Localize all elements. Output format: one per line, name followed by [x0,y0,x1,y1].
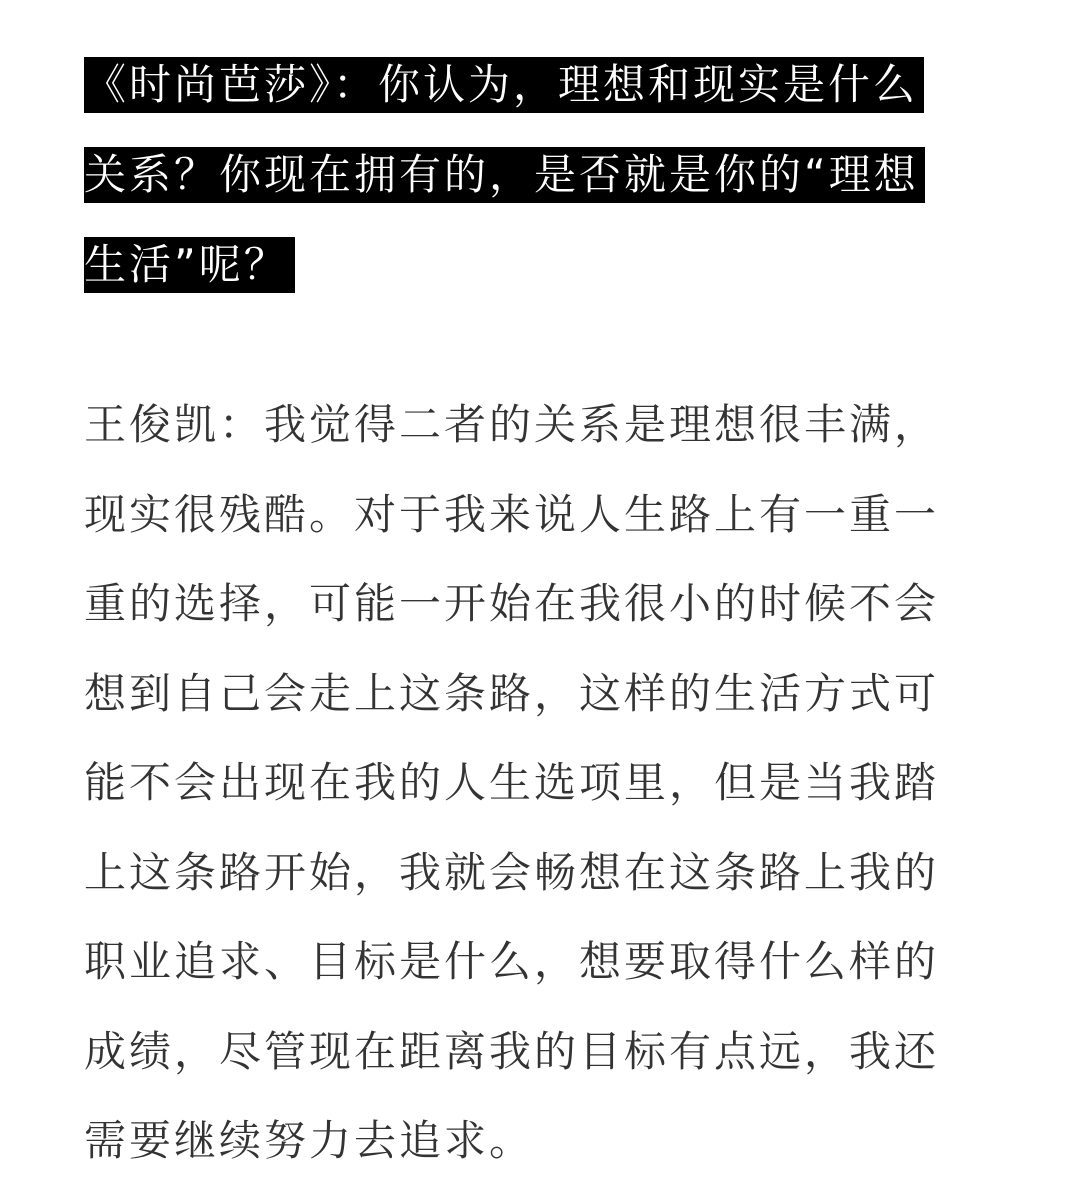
interview-answer [84,380,939,1186]
answer-line: 能不会出现在我的人生选项里，但是当我踏 [84,758,940,807]
answer-line: 王俊凯：我觉得二者的关系是理想很丰满， [84,400,940,449]
question-line [84,220,996,310]
answer-line: 想到自己会走上这条路，这样的生活方式可 [84,668,940,718]
answer-line: 现实很残酷。对于我来说人生路上有一重一 [84,489,940,539]
question-line [84,130,996,220]
question-line [84,40,996,130]
answer-line: 上这条路开始，我就会畅想在这条路上我的 [84,847,940,897]
answer-line: 成绩，尽管现在距离我的目标有点远，我还 [84,1026,940,1076]
question-line-text: 生活”呢？ [84,237,295,293]
question-line-text: 关系？你现在拥有的，是否就是你的“理想 [84,147,925,203]
question-line-text: 《时尚芭莎》：你认为，理想和现实是什么 [84,57,924,113]
article [84,40,996,1165]
answer-line: 重的选择，可能一开始在我很小的时候不会 [84,579,940,628]
interview-question [84,40,996,310]
answer-line: 需要继续努力去追求。 [84,1116,535,1165]
answer-line: 职业追求、目标是什么，想要取得什么样的 [84,937,940,986]
